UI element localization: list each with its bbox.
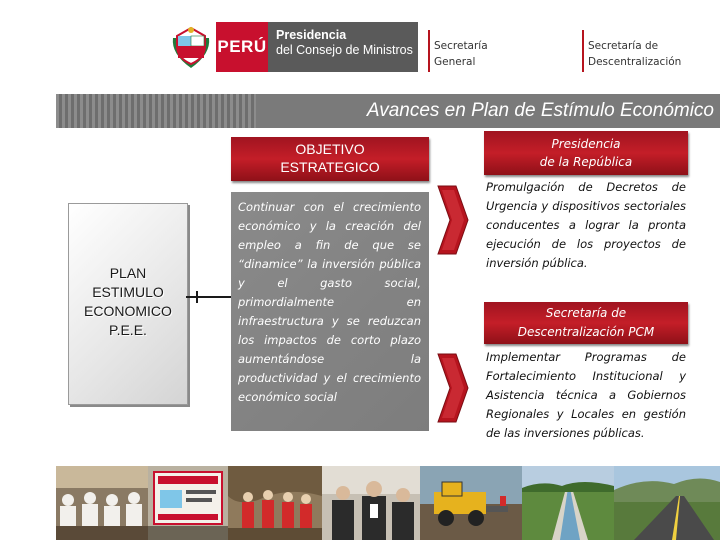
audience-photo [56,466,148,540]
tab-label-line-1: Secretaría de [588,40,659,52]
road-machinery-photo [420,466,522,540]
plan-box [68,203,188,405]
plan-line-2: ESTIMULO [92,284,164,300]
decentralization-line-2: Descentralización PCM [517,325,655,339]
presidency-header-text [484,135,688,171]
presidency-line-2: de la República [539,155,633,169]
plan-line-4: P.E.E. [109,322,147,338]
rescue-team-photo [228,466,322,540]
chevron-right-icon [436,352,470,424]
brand-line-1: Presidencia [276,28,347,42]
presidency-description: Promulgación de Decretos de Urgencia y dispositivos sectoriales conducentes a lograr la pronta ejecución de los proyectos de inversión pública. [486,180,686,270]
header [0,0,720,88]
connector-line [186,296,232,298]
tab-label-line-1: Secretaría [434,40,488,52]
decentralization-header-text [484,304,688,342]
objective-description: Continuar con el crecimiento económico y la creación del empleo a fin de que se “dinamice” la inversión pública y el gasto social, primordialmente en infraestructura y se reduzcan los impactos de corto plazo aumentándose la productividad y el crecimiento económico social [238,200,421,404]
objective-header-text [231,140,429,176]
chevron-right-icon [436,184,470,256]
title-band [56,94,720,128]
plan-line-1: PLAN [109,265,147,281]
decentralization-description: Implementar Programas de Fortalecimiento Institucional y Asistencia técnica a Gobiernos Regionales y Locales en gestión de las inversiones públicas. [486,350,686,440]
highway-photo [614,466,720,540]
objective-header-box [231,137,429,181]
objective-line-2: ESTRATEGICO [280,159,380,175]
objective-line-1: OBJETIVO [295,141,365,157]
banner-photo [148,466,228,540]
objective-description-box [231,192,429,431]
tab-label-line-2: Descentralización [588,56,682,68]
tab-secretaria-general[interactable] [428,30,548,72]
brand-country: PERÚ [216,22,268,72]
pcm-logo [166,22,418,72]
presidency-header-box [484,131,688,175]
connector-tick [196,291,198,303]
decentralization-header-box [484,302,688,344]
brand-name [268,22,418,72]
page-title: Avances en Plan de Estímulo Económico [366,100,714,121]
coat-of-arms-icon [166,22,216,72]
tab-secretaria-descentralizacion[interactable] [582,30,720,72]
plan-box-text [69,264,187,340]
officials-photo [322,466,420,540]
plan-line-3: ECONOMICO [84,303,172,319]
decentralization-line-1: Secretaría de [545,306,627,320]
tab-label-line-2: General [434,56,476,68]
brand-line-2: del Consejo de Ministros [276,43,413,57]
presidency-line-1: Presidencia [551,137,621,151]
canal-photo [522,466,614,540]
